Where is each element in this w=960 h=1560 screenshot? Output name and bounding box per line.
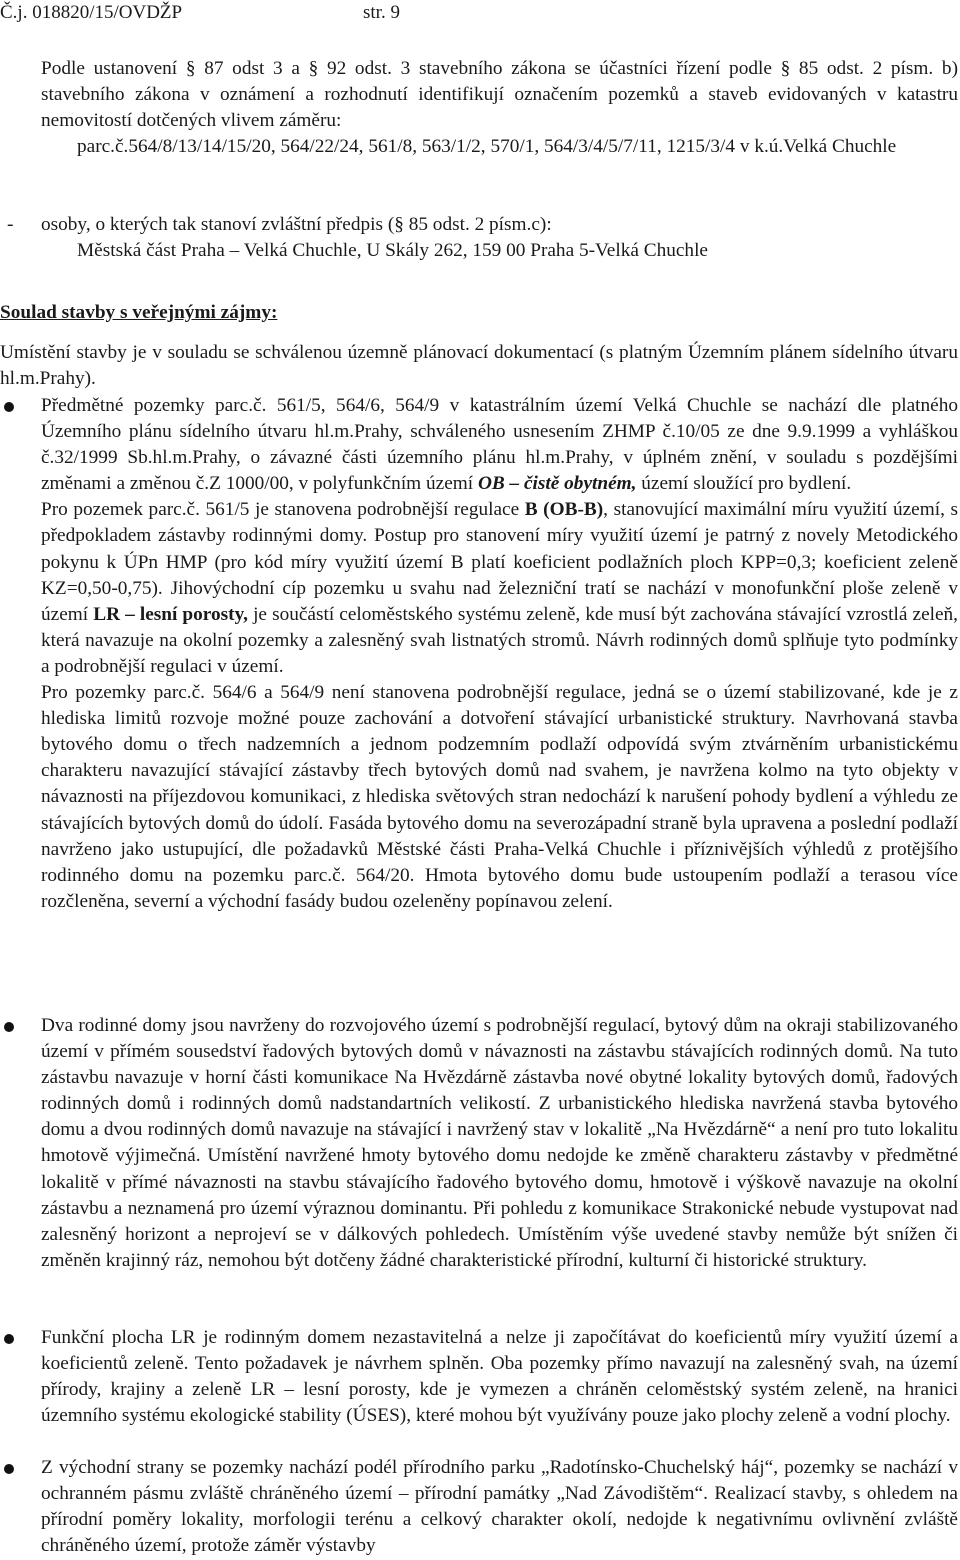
reference-number: Č.j. 018820/15/OVDŽP — [0, 2, 183, 23]
dash-list-item — [0, 212, 958, 264]
bullet-1-p2-a: Pro pozemek parc.č. 561/5 je stanovena podrobnější regulace — [41, 499, 525, 521]
bullet-1-paragraph-2 — [41, 497, 958, 680]
bullet-item-4 — [41, 1455, 958, 1559]
bullet-1-text-a: Předmětné pozemky parc.č. 561/5, 564/6, 564/9 v katastrálním území Velká Chuchle se nachází dle platného Územního plánu sídelního útvaru hl.m.Prahy, schváleného usnesením ZHMP č.10/05 ze dne 9.9.1999 a vyhláškou č.32/1999 Sb.hl.m.Prahy, o závazné části územního plánu hl.m.Prahy, v úplném znění, v souladu s pozdějšími změnami a změnou č.Z 1000/00, v polyfunkčním území — [41, 395, 958, 495]
bullet-1-paragraph-1 — [41, 393, 958, 497]
bullet-1-text-c: území sloužící pro bydlení. — [636, 473, 852, 495]
bullet-1-paragraph-3: Pro pozemky parc.č. 564/6 a 564/9 není stanovena podrobnější regulace, jedná se o území stabilizované, kde je z hlediska limitů rozvoje možné pouze zachování a dotvoření stávající urbanistické struktury. Navrhovaná stavba bytového domu o třech nadzemních a jednom podzemním podlaží odpovídá svým ztvárněním urbanistickému charakteru navazující stávající zástavby třech bytových domů nad svahem, je navržena kolmo na tyto objekty v návaznosti na příjezdovou komunikaci, z hlediska světových stran nedochází k narušení pohody bydlení a výhledu ze stávajících bytových domů do údolí. Fasáda bytového domu na severozápadní straně byla upravena a poslední podlaží navrženo jako ustupující, dle požadavků Městské části Praha-Velká Chuchle i příznivějších výhledů z protějšího rodinného domu na pozemku parc.č. 564/20. Hmota bytového domu bude ustoupením podlaží a terasou více rozčleněna, severní a východní fasády budou ozeleněny popínavou zelení. — [41, 682, 958, 912]
bullet-marker — [4, 1022, 14, 1032]
section-heading: Soulad stavby s veřejnými zájmy: — [0, 302, 278, 323]
bullet-marker — [4, 402, 14, 412]
bullet-3-text: Funkční plocha LR je rodinným domem nezastavitelná a nelze ji započítávat do koeficientů míry využití území a koeficientů zeleně. Tento požadavek je návrhem splněn. Oba pozemky přímo navazují na zalesněný svah, na území přírody, krajiny a zeleně LR – lesní porosty, kde je vymezen a chráněn celoměstský systém zeleně, na hranici územního systému ekologické stability (ÚSES), které mohou být využívány pouze jako plochy zeleně a vodní plochy. — [41, 1327, 958, 1427]
parcel-list — [77, 134, 958, 160]
bullet-item-3 — [41, 1325, 958, 1429]
bullet-marker — [4, 1464, 14, 1474]
dash-item-address: Městská část Praha – Velká Chuchle, U Skály 262, 159 00 Praha 5-Velká Chuchle — [77, 240, 708, 262]
zone-ob-label: OB – čistě obytném, — [477, 473, 637, 495]
intro-paragraph — [41, 56, 958, 134]
dash-item-text: osoby, o kterých tak stanoví zvláštní předpis (§ 85 odst. 2 písm.c): — [41, 214, 552, 235]
bullet-4-text: Z východní strany se pozemky nachází podél přírodního parku „Radotínsko-Chuchelský háj“, pozemky se nachází v ochranném pásmu zvláště chráněného území – přírodní památky „Nad Závodištěm“. Realizací stavby, s ohledem na přírodní poměry lokality, morfologii terénu a celkový charakter okolí, nedojde k negativnímu ovlivnění zvláště chráněného území, protože záměr výstavby — [41, 1457, 958, 1557]
bullet-marker — [4, 1334, 14, 1344]
dash-marker: - — [7, 214, 14, 235]
parcel-list-text: parc.č.564/8/13/14/15/20, 564/22/24, 561/8, 563/1/2, 570/1, 564/3/4/5/7/11, 1215/3/4 v k.ú.Velká Chuchle — [77, 136, 897, 157]
section-lead-paragraph — [0, 340, 958, 392]
bullet-1-p2-c: , stanovující maximální míru využití území, s předpokladem zástavby rodinnými domy. Postup pro stanovení míry využití území je patrný z novely Metodického pokynu k ÚPn HMP (pro kód míry využití území B platí koeficient podlažních ploch KPP=0,3; koeficient zeleně KZ=0,50-0,75). Jihovýchodní cíp pozemku u svahu nad železniční tratí se nachází v monofunkční ploše zeleně v území — [41, 499, 959, 625]
bullet-item-1 — [41, 393, 958, 915]
bullet-2-text: Dva rodinné domy jsou navrženy do rozvojového území s podrobnější regulací, bytový dům na okraji stabilizovaného území v přímém sousedství řadových bytových domů v návaznosti na zástavbu stávajících rodinných domů. Na tuto zástavbu navazuje v horní části komunikace Na Hvězdárně zástavba nové obytné lokality bytových domů, řadových rodinných domů i rodinných domů nadstandartních velikostí. Z urbanistického hlediska navržená stavba bytového domu a dvou rodinných domů navazuje na stávající i navržený stav v lokalitě „Na Hvězdárně“ a není pro tuto lokalitu hmotově výjimečná. Umístění navržené hmoty bytového domu nedojde ke změně charakteru zástavby v předmětné lokalitě v přímé návaznosti na stavbu stávajícího řadového bytového domu, hmotově i výškově navazuje na okolní zástavbu a neznamená pro území výraznou dominantu. Při pohledu z komunikace Strakonické nebude vystupovat nad zalesněný horizont a neprojeví se v dálkových pohledech. Umístěním výše uvedené stavby nemůže být snížen či změněn krajinný ráz, nemohou být dotčeny žádné charakteristické přírodní, kulturní či historické struktury. — [41, 1015, 958, 1271]
zone-lr-label: LR – lesní porosty, — [93, 603, 248, 625]
section-lead: Umístění stavby je v souladu se schválenou územně plánovací dokumentací (s platným Územním plánem sídelního útvaru hl.m.Prahy). — [0, 342, 958, 390]
bullet-item-2 — [41, 1013, 958, 1274]
bullet-1-p2-e: je součástí celoměstského systému zeleně, kde musí být zachována stávající vzrostlá zeleň, která navazuje na okolní pozemky a zalesněný svah listnatých stromů. Návrh rodinných domů splňuje tyto podmínky a podrobnější regulaci v území. — [41, 603, 959, 677]
section-heading-block — [0, 300, 958, 326]
page-number: str. 9 — [363, 2, 400, 23]
regulation-code: B (OB-B) — [524, 499, 604, 521]
intro-text: Podle ustanovení § 87 odst 3 a § 92 odst. 3 stavebního zákona se účastníci řízení podle § 85 odst. 2 písm. b) stavebního zákona v oznámení a rozhodnutí identifikují označením pozemků a staveb evidovaných v katastru nemovitostí dotčených vlivem záměru: — [41, 58, 958, 132]
